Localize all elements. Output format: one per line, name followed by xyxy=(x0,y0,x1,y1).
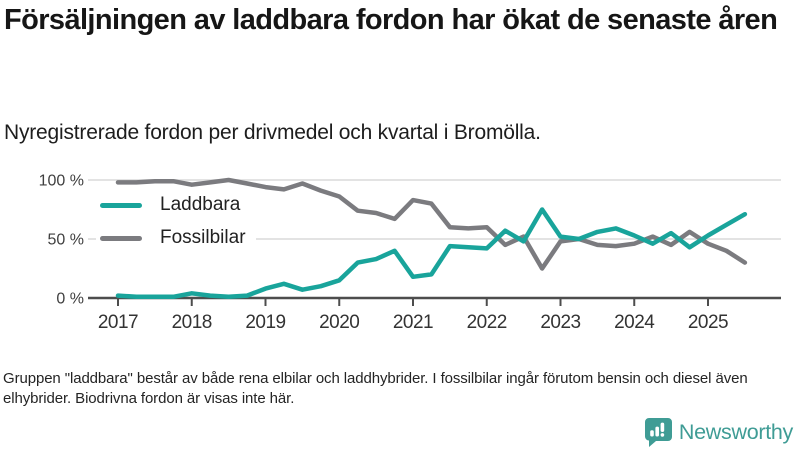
x-axis-label: 2021 xyxy=(392,312,434,333)
newsworthy-logo[interactable] xyxy=(645,418,793,447)
x-axis-label: 2018 xyxy=(171,312,212,333)
legend-item-laddbara xyxy=(96,192,256,218)
newsworthy-bubble-icon xyxy=(645,418,672,447)
y-axis-label: 0 % xyxy=(56,290,84,308)
x-axis-label: 2020 xyxy=(319,312,360,333)
chart-subtitle: Nyregistrerade fordon per drivmedel och kvartal i Bromölla. xyxy=(4,121,541,144)
y-axis-label: 100 % xyxy=(38,172,84,190)
y-axis-label: 50 % xyxy=(47,231,84,249)
legend-label-laddbara: Laddbara xyxy=(160,194,241,215)
chart-legend xyxy=(96,192,256,251)
page-title: Försäljningen av laddbara fordon har ökat de senaste åren xyxy=(4,4,778,36)
chart-area xyxy=(0,165,800,347)
x-axis-label: 2023 xyxy=(540,312,581,333)
x-axis-label: 2019 xyxy=(245,312,286,333)
x-axis-label: 2022 xyxy=(466,312,507,333)
legend-item-fossilbilar xyxy=(96,225,256,251)
footnote: Gruppen "laddbara" består av både rena elbilar och laddhybrider. I fossilbilar ingår förutom bensin och diesel även elhybrider. Biodrivna fordon är visas inte här. xyxy=(3,370,748,407)
legend-label-fossilbilar: Fossilbilar xyxy=(160,227,246,248)
newsworthy-wordmark: Newsworthy xyxy=(678,420,793,444)
fossilbilar-line-swatch xyxy=(100,236,142,241)
x-axis-label: 2025 xyxy=(687,312,729,333)
x-axis-label: 2017 xyxy=(97,312,139,333)
x-axis-label: 2024 xyxy=(614,312,655,333)
laddbara-line-swatch xyxy=(100,203,142,208)
